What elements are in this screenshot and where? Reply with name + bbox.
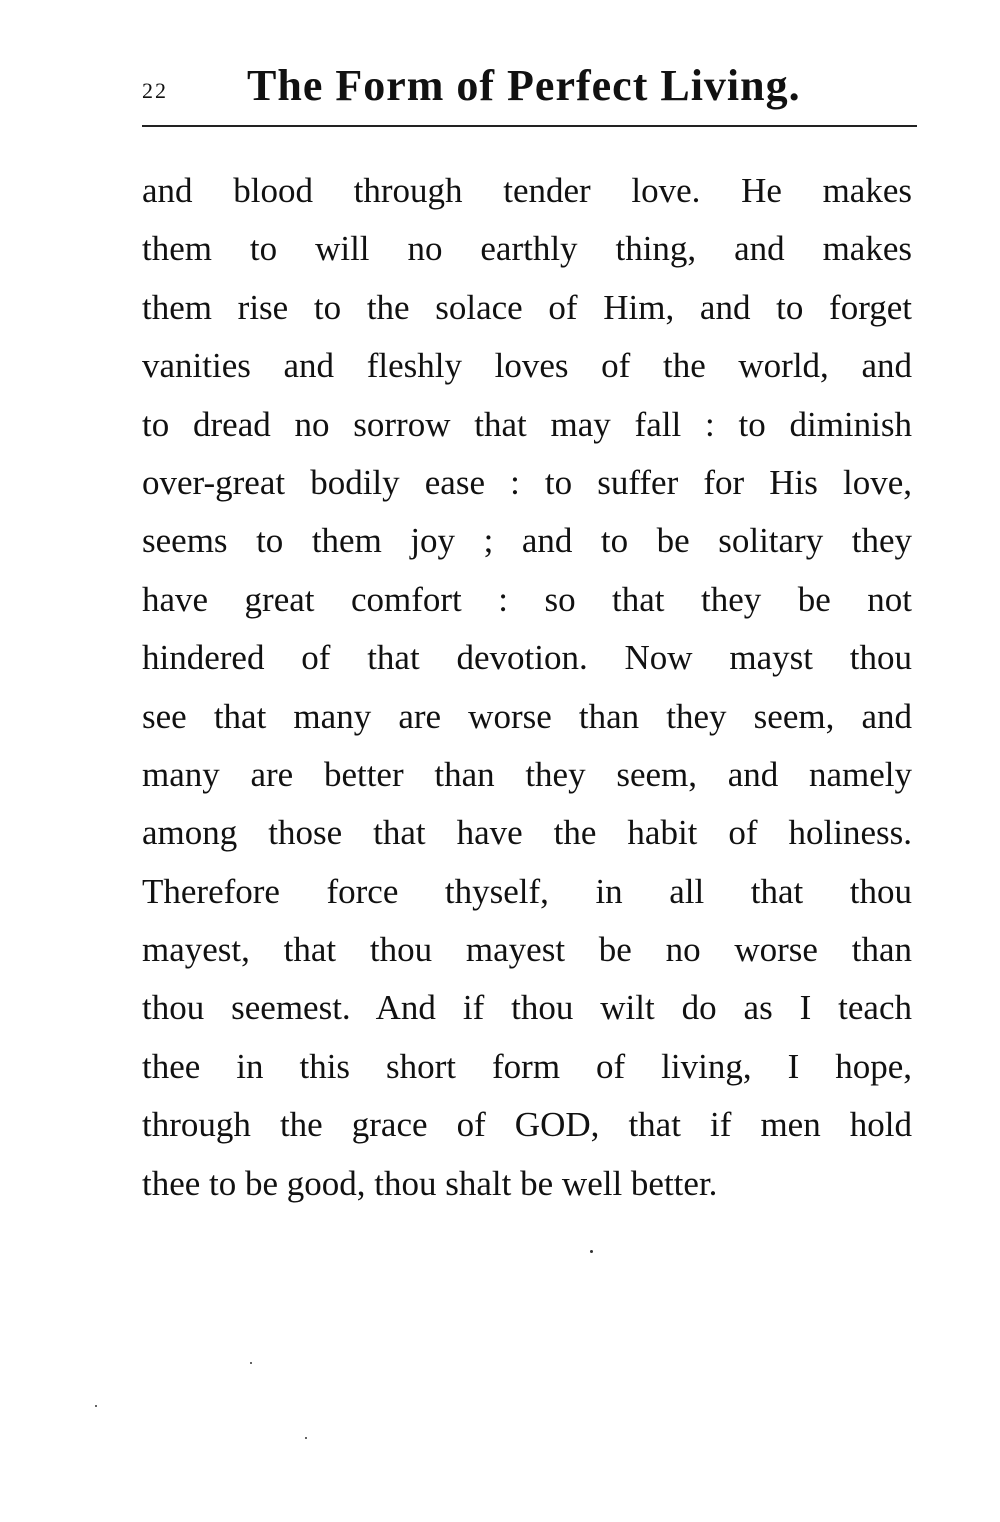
ink-speck: [590, 1250, 593, 1253]
text-line: Therefore force thyself, in all that thou: [142, 871, 912, 911]
text-line: through the grace of GOD, that if men hold: [142, 1105, 912, 1145]
text-line: mayest, that thou mayest be no worse than: [142, 930, 912, 970]
body-text: [142, 162, 912, 1213]
header-rule: [142, 125, 917, 127]
text-line: vanities and fleshly loves of the world, and: [142, 346, 912, 386]
text-line: thee in this short form of living, I hope,: [142, 1046, 912, 1086]
text-line: them rise to the solace of Him, and to forget: [142, 287, 912, 327]
page-number: 22: [142, 78, 168, 103]
text-line: hindered of that devotion. Now mayst thou: [142, 638, 912, 678]
ink-speck: [95, 1405, 97, 1407]
text-line: and blood through tender love. He makes: [142, 171, 912, 210]
text-line: them to will no earthly thing, and makes: [142, 229, 912, 269]
text-line: see that many are worse than they seem, and: [142, 696, 912, 736]
text-line: to dread no sorrow that may fall : to diminish: [142, 404, 912, 444]
text-line: among those that have the habit of holiness.: [142, 813, 912, 853]
ink-speck: [305, 1437, 307, 1439]
text-line: many are better than they seem, and namely: [142, 754, 912, 794]
running-head: [142, 60, 917, 120]
text-line: thee to be good, thou shalt be well better.: [142, 1163, 718, 1203]
ink-speck: [250, 1362, 252, 1364]
text-line: have great comfort : so that they be not: [142, 579, 912, 619]
text-line: seems to them joy ; and to be solitary they: [142, 521, 912, 561]
text-line: thou seemest. And if thou wilt do as I teach: [142, 988, 912, 1028]
text-line: over-great bodily ease : to suffer for His love,: [142, 462, 912, 502]
running-title: The Form of Perfect Living.: [247, 61, 801, 110]
